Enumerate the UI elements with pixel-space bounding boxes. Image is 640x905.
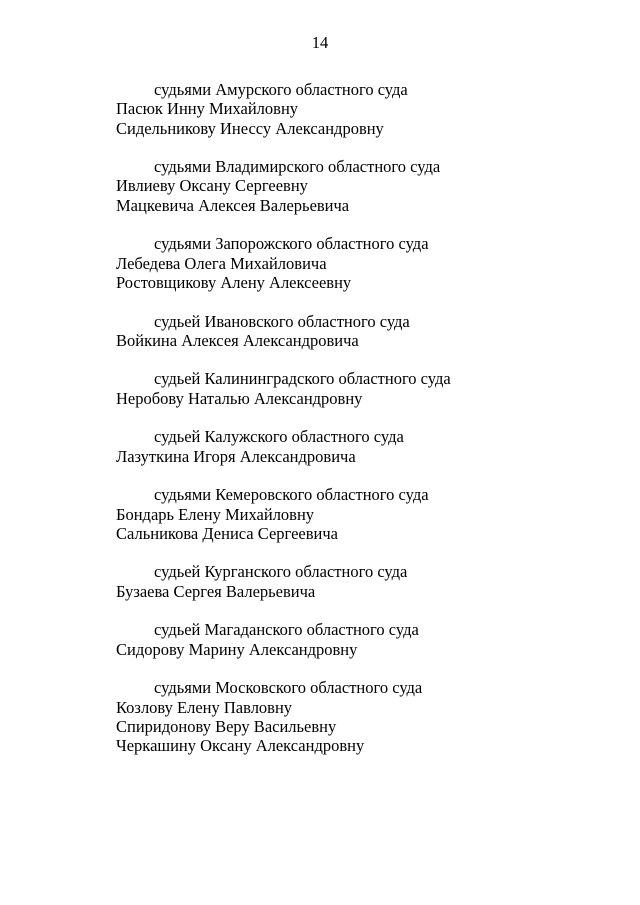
judge-name: Сальникова Дениса Сергеевича	[116, 523, 338, 543]
court-block	[116, 80, 596, 138]
judge-name: Лазуткина Игоря Александровича	[116, 446, 356, 466]
court-heading: судьей Калининградского областного суда	[154, 369, 451, 389]
page-number: 14	[311, 33, 329, 52]
court-heading: судьей Калужского областного суда	[154, 427, 404, 447]
court-block	[116, 157, 596, 215]
court-heading: судьями Московского областного суда	[154, 678, 423, 698]
judge-name: Спиридонову Веру Васильевну	[116, 716, 337, 736]
court-heading: судьями Кемеровского областного суда	[154, 485, 429, 505]
court-block	[116, 620, 596, 659]
judge-name: Мацкевича Алексея Валерьевича	[116, 195, 350, 215]
court-heading: судьей Курганского областного суда	[154, 562, 408, 582]
court-block	[116, 485, 596, 543]
court-block	[116, 427, 596, 466]
court-heading: судьями Владимирского областного суда	[154, 157, 441, 177]
appointment-list	[116, 80, 596, 775]
judge-name: Сидельникову Инессу Александровну	[116, 118, 384, 138]
court-block	[116, 562, 596, 601]
judge-name: Сидорову Марину Александровну	[116, 639, 358, 659]
judge-name: Бузаева Сергея Валерьевича	[116, 581, 316, 601]
judge-name: Бондарь Елену Михайловну	[116, 504, 315, 524]
court-block	[116, 369, 596, 408]
court-heading: судьями Запорожского областного суда	[154, 234, 429, 254]
judge-name: Ростовщикову Алену Алексеевну	[116, 272, 352, 292]
judge-name: Козлову Елену Павловну	[116, 697, 293, 717]
judge-name: Пасюк Инну Михайловну	[116, 99, 299, 119]
court-heading: судьей Ивановского областного суда	[154, 311, 410, 331]
judge-name: Ивлиеву Оксану Сергеевну	[116, 176, 308, 196]
court-block	[116, 312, 596, 351]
judge-name: Войкина Алексея Александровича	[116, 330, 359, 350]
judge-name: Лебедева Олега Михайловича	[116, 253, 327, 273]
judge-name: Черкашину Оксану Александровну	[116, 736, 365, 756]
court-block	[116, 678, 596, 755]
court-heading: судьями Амурского областного суда	[154, 80, 408, 99]
court-block	[116, 234, 596, 292]
court-heading: судьей Магаданского областного суда	[154, 620, 419, 640]
judge-name: Неробову Наталью Александровну	[116, 388, 363, 408]
